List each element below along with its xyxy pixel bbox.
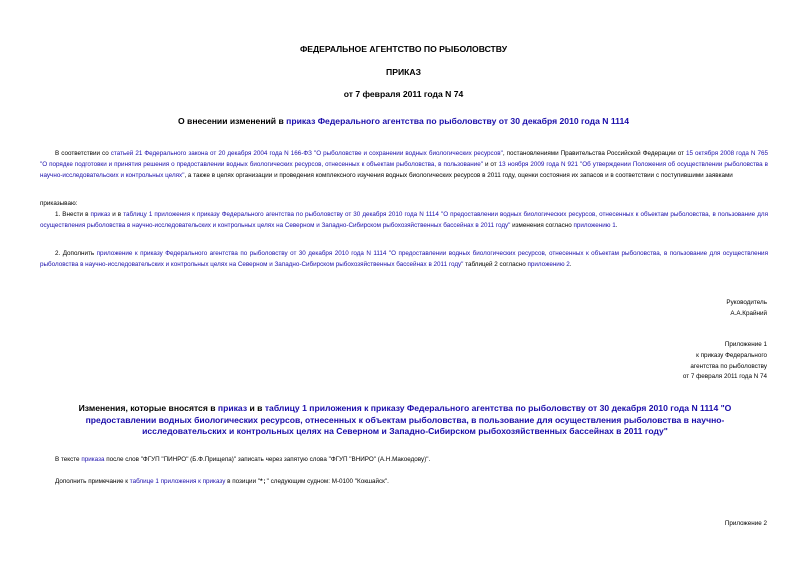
resolution-921-link[interactable]: 13 ноября 2009 года N 921 "Об утверждении Положения об осуществлении рыболовства в научно-исследовательских и контрольных целях" [40, 161, 768, 179]
asterisk-mark: *; [260, 478, 267, 485]
change2-text-1: Дополнить примечание к [55, 478, 130, 485]
change-1 [55, 454, 775, 465]
preamble-text-1: В соответствии со [55, 150, 111, 157]
appendix-1-reference [683, 340, 767, 383]
change2-table-link[interactable]: таблице 1 приложения к приказу [129, 478, 226, 485]
changes-heading [55, 403, 755, 438]
resolution-765-link[interactable]: 15 октября 2008 года N 765 "О порядке подготовки и принятия решения о предоставлении водных биологических ресурсов, отнесенных к объектам рыболовства, в пользование" [40, 150, 768, 168]
signature-role: Руководитель [726, 299, 767, 306]
item1-text-1: 1. Внести в [55, 211, 91, 218]
change2-text-3: " следующим судном: М-0100 "Кокшайск". [266, 478, 389, 485]
change1-text-1: В тексте [55, 456, 82, 463]
item1-text-3: изменения согласно [510, 222, 574, 229]
item2-text-3: . [569, 261, 572, 268]
item1-table-link[interactable]: таблицу 1 приложения к приказу Федерального агентства по рыболовству от 30 декабря 2010 года N 1114 "О предоставлении водных биологических ресурсов, отнесенных к объектам рыболовства, в пользование для осуществления рыболовства в научно-исследовательских и контрольных целях на Северном и Западно-Сибирском рыбохозяйственных бассейнах в 2011 году" [40, 211, 768, 229]
appendix1-line-1: Приложение 1 [724, 341, 767, 348]
doc-type: ПРИКАЗ [386, 67, 421, 77]
change2-text-2: в позиции " [225, 478, 261, 485]
appendix1-line-4: от 7 февраля 2011 года N 74 [682, 373, 767, 381]
changes-heading-text-2: и в [247, 403, 265, 413]
preamble-text-2: , постановлениями Правительства Российской Федерации от [502, 150, 686, 157]
subject-link[interactable]: приказ Федерального агентства по рыболовству от 30 декабря 2010 года N 1114 [286, 116, 630, 126]
item1-text-2: и в [110, 211, 124, 218]
item1-text-4: . [615, 222, 618, 229]
item2-text-2: таблицей 2 согласно [463, 261, 528, 268]
preamble-text-4: , а также в целях организации и проведения комплексного изучения водных биологических ресурсов в 2011 году, оценки состояния их запасов и в соответствии с поступившими заявками [184, 172, 733, 179]
signature-block [726, 298, 767, 320]
changes-heading-text-1: Изменения, которые вносятся в [78, 403, 218, 413]
preamble-text-3: и от [483, 161, 499, 168]
change1-order-link[interactable]: приказа [81, 456, 105, 463]
change1-text-2: после слов "ФГУП "ПИНРО" (Б.Ф.Прищепа)" записать через запятую слова "ФГУП "ВНИРО" (А.Н.Макоедову)". [104, 456, 431, 463]
doc-date-number: от 7 февраля 2011 года N 74 [343, 89, 464, 99]
item1-order-link[interactable]: приказ [90, 211, 111, 218]
item-2 [40, 248, 768, 270]
agency-title: ФЕДЕРАЛЬНОЕ АГЕНТСТВО ПО РЫБОЛОВСТВУ [299, 44, 508, 54]
appendix1-line-2: к приказу Федерального [696, 351, 767, 359]
changes-heading-table-link[interactable]: таблицу 1 приложения к приказу Федерального агентства по рыболовству от 30 декабря 2010 года N 1114 "О предоставлении водных биологических ресурсов, отнесенных к объектам рыболовства, в пользование для осуществления рыболовства в научно-исследовательских и контрольных целях на Северном и Западно-Сибирском рыбохозяйственных бассейнах в 2011 году" [85, 403, 732, 437]
subject-prefix: О внесении изменений в [177, 116, 287, 126]
signature-name: А.А.Крайний [730, 309, 767, 317]
item1-appendix-link[interactable]: приложению 1 [573, 222, 616, 229]
item2-appendix-link[interactable]: приложение к приказу Федерального агентства по рыболовству от 30 декабря 2010 года N 1114 "О предоставлении водных биологических ресурсов, отнесенных к объектам рыболовства, в пользование для осуществления рыболовства в научно-исследовательских и контрольных целях на Северном и Западно-Сибирском рыбохозяйственных бассейнах в 2011 году" [40, 250, 768, 268]
appendix1-line-3: агентства по рыболовству [690, 362, 767, 370]
appendix-2-reference: Приложение 2 [724, 520, 767, 527]
item-1 [40, 209, 768, 231]
changes-heading-order-link[interactable]: приказ [217, 403, 248, 413]
item2-text-1: 2. Дополнить [55, 250, 97, 257]
doc-subject [0, 116, 807, 126]
order-word: приказываю: [40, 200, 78, 207]
law-link[interactable]: статьей 21 Федерального закона от 20 декабря 2004 года N 166-ФЗ "О рыболовстве и сохранении водных биологических ресурсов" [110, 150, 503, 157]
change-2 [55, 476, 775, 487]
preamble-paragraph [40, 148, 768, 181]
item2-appendix2-link[interactable]: приложению 2 [527, 261, 570, 268]
